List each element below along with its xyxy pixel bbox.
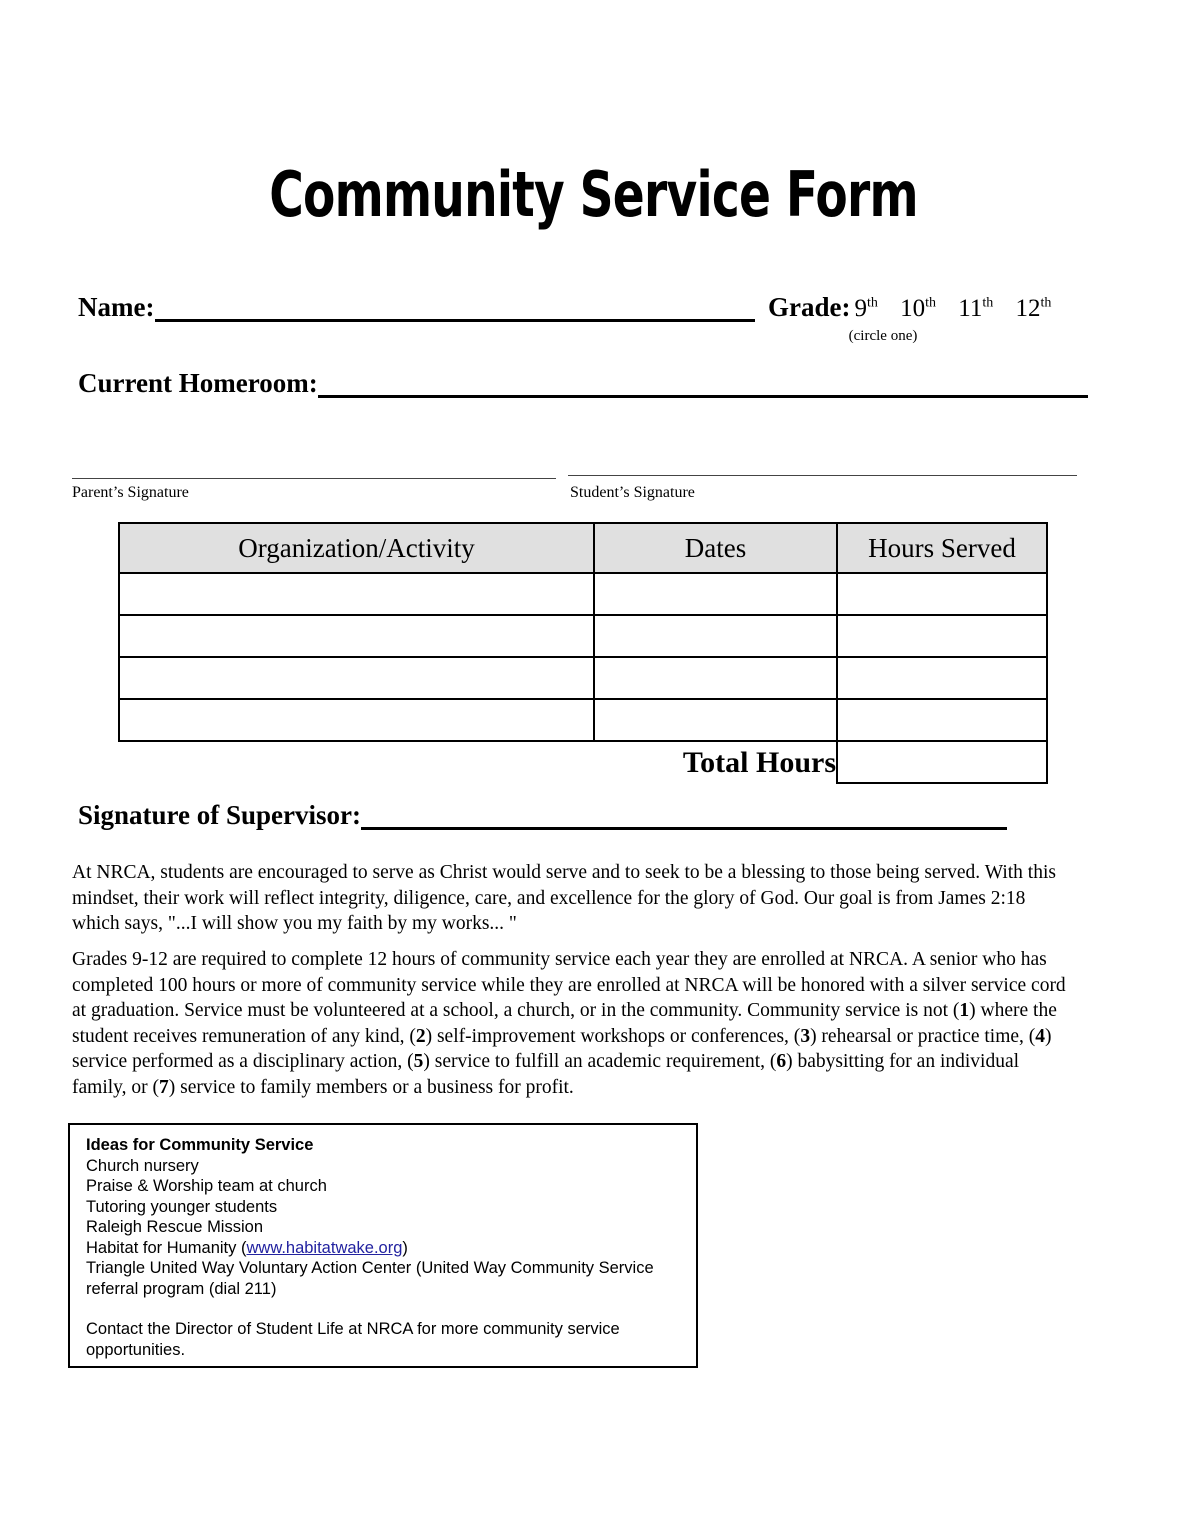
cell-dates[interactable]	[594, 615, 837, 657]
idea-item-habitat	[86, 1238, 696, 1259]
grade-option-9[interactable]: 9th	[854, 295, 878, 322]
grade-field-group	[768, 292, 1067, 323]
supervisor-input-line[interactable]	[361, 803, 1007, 830]
paragraph-requirements: Grades 9-12 are required to complete 12 hours of community service each year they are enrolled at NRCA. A senior who has completed 100 hours or more of community service while they are enrolled at NRCA will be honored with a silver service cord at graduation. Service must be volunteered at a school, a church, or in the community. Community service is not (1) where the student receives remuneration of any kind, (2) self-improvement workshops or conferences, (3) rehearsal or practice time, (4) service performed as a disciplinary action, (5) service to fulfill an academic requirement, (6) babysitting for an individual family, or (7) service to family members or a business for profit.	[72, 949, 1066, 1098]
cell-hours[interactable]	[837, 573, 1047, 615]
cell-hours[interactable]	[837, 657, 1047, 699]
cell-organization[interactable]	[119, 657, 594, 699]
name-field-group	[78, 292, 755, 322]
cell-organization[interactable]	[119, 699, 594, 741]
idea-item: Tutoring younger students	[86, 1197, 278, 1216]
cell-hours[interactable]	[837, 699, 1047, 741]
total-hours-row	[119, 741, 1047, 783]
parent-signature-label: Parent’s Signature	[72, 484, 189, 501]
name-input-line[interactable]	[155, 295, 755, 322]
homeroom-label: Current Homeroom:	[78, 368, 318, 398]
page-title: Community Service Form	[269, 158, 918, 231]
grade-option-12[interactable]: 12th	[1015, 295, 1052, 322]
grade-label: Grade:	[768, 292, 851, 322]
homeroom-field-group	[78, 368, 1088, 398]
idea-item-united-way: Triangle United Way Voluntary Action Center (United Way Community Service referral program (dial 211)	[86, 1259, 654, 1298]
table-row	[119, 615, 1047, 657]
total-hours-label: Total Hours	[682, 745, 836, 779]
homeroom-input-line[interactable]	[318, 371, 1088, 398]
cell-organization[interactable]	[119, 615, 594, 657]
ideas-box-heading: Ideas for Community Service	[86, 1136, 314, 1154]
table-header-row	[119, 523, 1047, 573]
table-row	[119, 573, 1047, 615]
paragraph-mission: At NRCA, students are encouraged to serve as Christ would serve and to seek to be a blessing to those being served. With this mindset, their work will reflect integrity, diligence, care, and excellence for the glory of God. Our goal is from James 2:18 which says, "...I will show you my faith by my works... "	[72, 862, 1056, 934]
total-hours-value[interactable]	[837, 741, 1047, 783]
grade-option-11[interactable]: 11th	[958, 295, 994, 322]
column-header-hours: Hours Served	[837, 523, 1047, 573]
column-header-organization: Organization/Activity	[119, 523, 594, 573]
habitatwake-link[interactable]: www.habitatwake.org	[246, 1238, 403, 1257]
cell-organization[interactable]	[119, 573, 594, 615]
idea-item: Church nursery	[86, 1156, 199, 1175]
name-grade-row	[78, 292, 1108, 344]
ideas-box	[68, 1123, 698, 1368]
ideas-spacer	[86, 1299, 696, 1319]
supervisor-field-group	[78, 800, 1007, 830]
cell-hours[interactable]	[837, 615, 1047, 657]
name-label: Name:	[78, 292, 155, 322]
parent-signature-line[interactable]	[72, 478, 556, 479]
idea-item: Praise & Worship team at church	[86, 1177, 327, 1195]
ideas-contact-note: Contact the Director of Student Life at NRCA for more community service opportunities.	[86, 1320, 620, 1359]
supervisor-label: Signature of Supervisor:	[78, 800, 362, 830]
idea-item: Raleigh Rescue Mission	[86, 1218, 263, 1236]
student-signature-label: Student’s Signature	[570, 484, 695, 501]
column-header-dates: Dates	[594, 523, 837, 573]
cell-dates[interactable]	[594, 657, 837, 699]
grade-option-10[interactable]: 10th	[900, 295, 937, 322]
cell-dates[interactable]	[594, 699, 837, 741]
service-table	[118, 522, 1048, 784]
table-row	[119, 699, 1047, 741]
habitat-prefix: Habitat for Humanity (	[86, 1238, 247, 1257]
grade-options	[854, 295, 1067, 322]
circle-one-hint: (circle one)	[848, 328, 918, 344]
habitat-suffix: )	[402, 1238, 408, 1257]
cell-dates[interactable]	[594, 573, 837, 615]
table-row	[119, 657, 1047, 699]
student-signature-line[interactable]	[568, 475, 1077, 476]
